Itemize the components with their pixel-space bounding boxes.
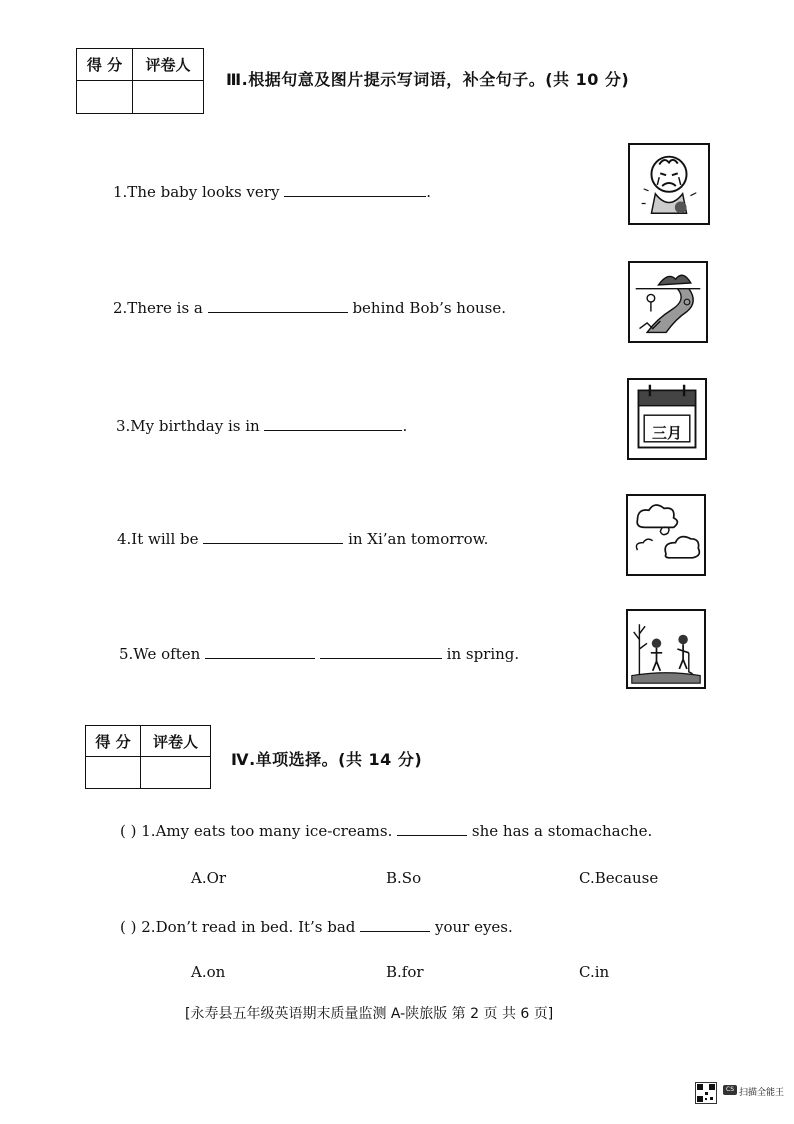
question-text-end: your eyes. — [434, 918, 513, 936]
answer-blank[interactable] — [397, 821, 467, 836]
score-label: 得 分 — [77, 49, 133, 81]
option-c[interactable]: C.Because — [579, 869, 659, 887]
question-text: 5.We often — [119, 645, 201, 663]
calendar-picture — [627, 378, 707, 460]
section3-question-1 — [113, 182, 431, 201]
answer-blank-2[interactable] — [320, 644, 442, 659]
question-text: 3.My birthday is in — [116, 417, 260, 435]
section3-question-5 — [119, 644, 519, 663]
page-footer: [永寿县五年级英语期末质量监测 A-陕旅版 第 2 页 共 6 页] — [185, 1006, 554, 1022]
qr-code-icon — [695, 1082, 717, 1104]
scanner-badge: CS — [723, 1085, 737, 1095]
question-text-end: in spring. — [446, 645, 520, 663]
question-text-end: in Xi’an tomorrow. — [348, 530, 489, 548]
answer-blank-1[interactable] — [205, 644, 315, 659]
question-text: 1.The baby looks very — [113, 183, 280, 201]
grader-label: 评卷人 — [141, 726, 211, 757]
answer-blank[interactable] — [203, 529, 343, 544]
question-text-end: . — [402, 417, 408, 435]
section3-question-4 — [117, 529, 488, 548]
option-b[interactable]: B.So — [386, 869, 422, 887]
answer-blank[interactable] — [360, 917, 430, 932]
section3-question-3 — [116, 416, 407, 435]
grader-label: 评卷人 — [132, 49, 203, 81]
answer-paren[interactable]: ( ) — [120, 822, 137, 840]
grader-cell[interactable] — [141, 757, 211, 789]
score-table-section3 — [76, 48, 204, 114]
score-cell[interactable] — [86, 757, 141, 789]
river-picture — [628, 261, 708, 343]
question-text-end: behind Bob’s house. — [352, 299, 507, 317]
section3-title: Ⅲ.根据句意及图片提示写词语，补全句子。(共 10 分) — [226, 70, 630, 89]
scanner-watermark: 扫描全能王 — [739, 1088, 785, 1098]
option-b[interactable]: B.for — [386, 963, 424, 981]
option-a[interactable]: A.Or — [191, 869, 227, 887]
question-text: 2.Don’t read in bed. It’s bad — [141, 918, 356, 936]
section3-question-2 — [113, 298, 506, 317]
question-text: 1.Amy eats too many ice-creams. — [141, 822, 393, 840]
question-text: 4.It will be — [117, 530, 199, 548]
answer-blank[interactable] — [264, 416, 402, 431]
grader-cell[interactable] — [132, 81, 203, 114]
option-a[interactable]: A.on — [191, 963, 226, 981]
crying-baby-picture — [628, 143, 710, 225]
calendar-month-text: 三月 — [651, 424, 682, 442]
section4-question-1 — [120, 821, 652, 840]
section4-question-2 — [120, 917, 513, 936]
question-text: 2.There is a — [113, 299, 203, 317]
answer-blank[interactable] — [284, 182, 426, 197]
answer-paren[interactable]: ( ) — [120, 918, 137, 936]
answer-blank[interactable] — [208, 298, 348, 313]
question-text-end: she has a stomachache. — [471, 822, 653, 840]
planting-trees-picture — [626, 609, 706, 689]
section4-title: Ⅳ.单项选择。(共 14 分) — [231, 750, 423, 769]
score-table-section4 — [85, 725, 211, 789]
score-label: 得 分 — [86, 726, 141, 757]
score-cell[interactable] — [77, 81, 133, 114]
option-c[interactable]: C.in — [579, 963, 610, 981]
cloudy-picture — [626, 494, 706, 576]
question-text-end: . — [426, 183, 431, 201]
